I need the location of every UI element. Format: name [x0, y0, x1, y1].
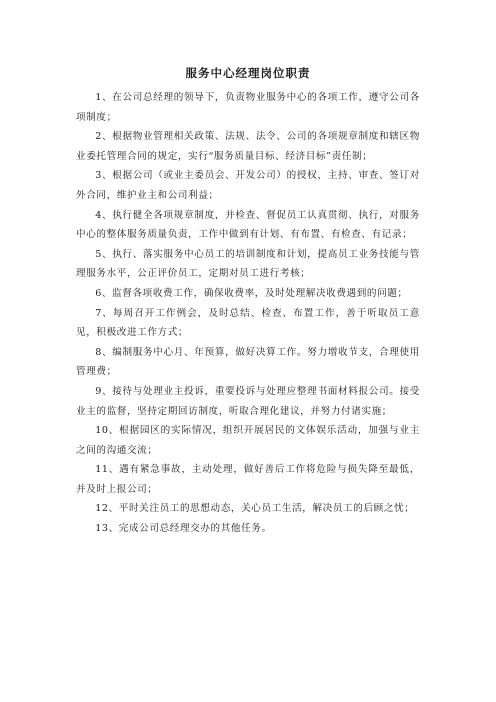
duty-item-5: 5、执行、落实服务中心员工的培训制度和计划，提高员工业务技能与管理服务水平，公正评价员工，定期对员工进行考核； — [76, 248, 420, 280]
document-body — [76, 88, 420, 539]
duty-item-6: 6、监督各项收费工作，确保收费率，及时处理解决收费遇到的问题； — [95, 287, 408, 299]
duty-item-9: 9、接待与处理业主投诉，重要投诉与处理应整理书面材料报公司。接受业主的监督，坚持定期回访制度，听取合理化建议，并努力付诸实施； — [76, 385, 420, 417]
duty-item-8: 8、编制服务中心月、年预算，做好决算工作。努力增收节支，合理使用管理费； — [76, 346, 420, 378]
duty-item-11: 11、遇有紧急事故，主动处理，做好善后工作将危险与损失降至最低，并及时上报公司； — [76, 464, 420, 495]
document-title: 服务中心经理岗位职责 — [185, 66, 311, 80]
duty-item-2: 2、根据物业管理相关政策、法规、法令、公司的各项规章制度和辖区物业委托管理合同的规定，实行“服务质量目标、经济目标”责任制； — [76, 131, 420, 162]
duty-item-10: 10、根据园区的实际情况，组织开展居民的文体娱乐活动，加强与业主之间的沟通交流； — [76, 425, 420, 456]
duty-item-1: 1、在公司总经理的领导下，负责物业服务中心的各项工作，遵守公司各项制度； — [76, 92, 420, 123]
duty-item-4: 4、执行健全各项规章制度，并检查、督促员工认真贯彻、执行，对服务中心的整体服务质量负责，工作中做到有计划、有布置、有检查、有记录； — [76, 209, 420, 241]
duty-item-13: 13、完成公司总经理交办的其他任务。 — [95, 523, 272, 535]
duty-item-3: 3、根据公司（或业主委员会、开发公司）的授权，主持、审查、签订对外合同，维护业主和公司利益； — [76, 170, 420, 201]
duty-item-12: 12、平时关注员工的思想动态，关心员工生活，解决员工的后顾之忧； — [95, 503, 415, 515]
duty-item-7: 7、每周召开工作例会，及时总结、检查、布置工作，善于听取员工意见，积极改进工作方式； — [76, 307, 420, 339]
